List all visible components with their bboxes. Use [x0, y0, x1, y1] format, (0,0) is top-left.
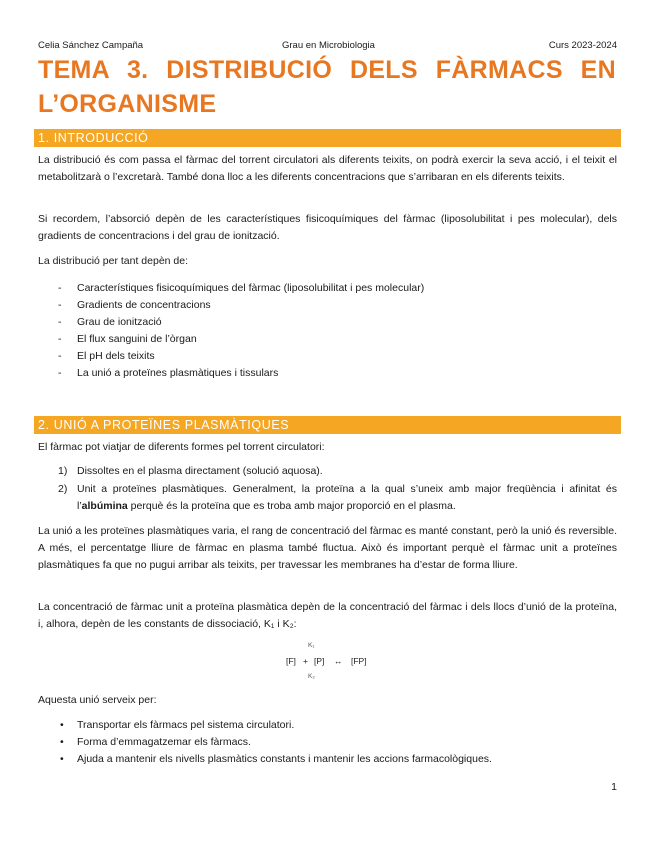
list-dash: -	[58, 282, 62, 294]
page-number: 1	[611, 781, 617, 793]
numbered-item-bound-post: perquè és la proteïna que es troba amb major proporció en el plasma.	[127, 500, 456, 512]
equation-plus: +	[303, 656, 308, 666]
bullet-dot: •	[60, 719, 64, 731]
binding-paragraph-4: Aquesta unió serveix per:	[38, 694, 157, 706]
list-item: La unió a proteïnes plasmàtiques i tissulars	[77, 367, 279, 379]
numbered-item-dissolved: Dissoltes en el plasma directament (solució aquosa).	[77, 465, 323, 477]
header-author: Celia Sánchez Campaña	[38, 40, 144, 51]
binding-paragraph-2: La unió a les proteïnes plasmàtiques varia, el rang de concentració del fàrmac es manté constant, però la unió és reversible. A més, el percentatge lliure de fàrmac en plasma també fluctua. Això és important perquè el fàrmac unit a proteïnes plasmàtiques fa que no pugui arribar als teixits, per travessar les membranes ha d’estar de forma lliure.	[38, 525, 617, 571]
numbered-item-bound-line1: Unit a proteïnes plasmàtiques. Generalment, la proteïna a la qual s’uneix amb major freqüència i afinitat	[77, 483, 601, 495]
numbered-marker: 2)	[58, 483, 68, 495]
numbered-item-bound	[77, 481, 617, 515]
intro-paragraph-3: La distribució per tant depèn de:	[38, 255, 189, 267]
numbered-item-bound-pre: és l’	[77, 483, 617, 512]
intro-paragraph-2: Si recordem, l’absorció depèn de les característiques fisicoquímiques del fàrmac (liposolubilitat i pes molecular), dels gradients de concentracions i del grau de ionització.	[38, 213, 617, 242]
list-item: Transportar els fàrmacs pel sistema circulatori.	[77, 719, 295, 731]
equation-k2: K₂	[308, 673, 315, 680]
section-heading-introduction: 1. INTRODUCCIÓ	[34, 129, 621, 147]
header-year: Curs 2023-2024	[548, 40, 617, 51]
list-dash: -	[58, 367, 62, 379]
list-item: Grau de ionització	[77, 316, 162, 328]
list-item: El pH dels teixits	[77, 350, 155, 362]
bullet-dot: •	[60, 736, 64, 748]
bullet-dot: •	[60, 753, 64, 765]
section-heading-protein-binding: 2. UNIÓ A PROTEÏNES PLASMÀTIQUES	[34, 416, 621, 434]
list-item: El flux sanguini de l’òrgan	[77, 333, 197, 345]
header-degree: Grau en Microbiologia	[282, 40, 375, 51]
list-dash: -	[58, 316, 62, 328]
binding-paragraph-1: El fàrmac pot viatjar de diferents formes pel torrent circulatori:	[38, 441, 325, 453]
equation-complex: [FP]	[351, 656, 367, 666]
list-item: Forma d’emmagatzemar els fàrmacs.	[77, 736, 251, 748]
list-dash: -	[58, 333, 62, 345]
document-title: TEMA 3. DISTRIBUCIÓ DELS FÀRMACS EN L’ORGANISME	[38, 56, 616, 118]
equation-free-drug: [F]	[286, 656, 296, 666]
list-item: Ajuda a mantenir els nivells plasmàtics constants i mantenir les accions farmacològiques.	[77, 753, 492, 765]
list-dash: -	[58, 350, 62, 362]
numbered-marker: 1)	[58, 465, 68, 477]
equation-k1: K₁	[308, 642, 315, 649]
binding-paragraph-3: La concentració de fàrmac unit a proteïna plasmàtica depèn de la concentració del fàrmac i dels llocs d’unió de la proteïna, i, alhora, depèn de les constants de dissociació, K₁ i K₂:	[38, 601, 617, 630]
list-item: Gradients de concentracions	[77, 299, 211, 311]
equation-arrow: ↔	[334, 656, 343, 666]
list-dash: -	[58, 299, 62, 311]
list-item: Característiques fisicoquímiques del fàrmac (liposolubilitat i pes molecular)	[77, 282, 425, 294]
page-header	[38, 40, 617, 52]
equation-protein: [P]	[314, 656, 325, 666]
albumina-term: albúmina	[81, 500, 128, 512]
intro-paragraph-1: La distribució és com passa el fàrmac del torrent circulatori als diferents teixits, on podrà exercir la seva acció, i el teixit el metabolitzarà o l’excretarà. També dona lloc a les diferents concentracions que s’arribaran en els diferents teixits.	[38, 154, 617, 183]
